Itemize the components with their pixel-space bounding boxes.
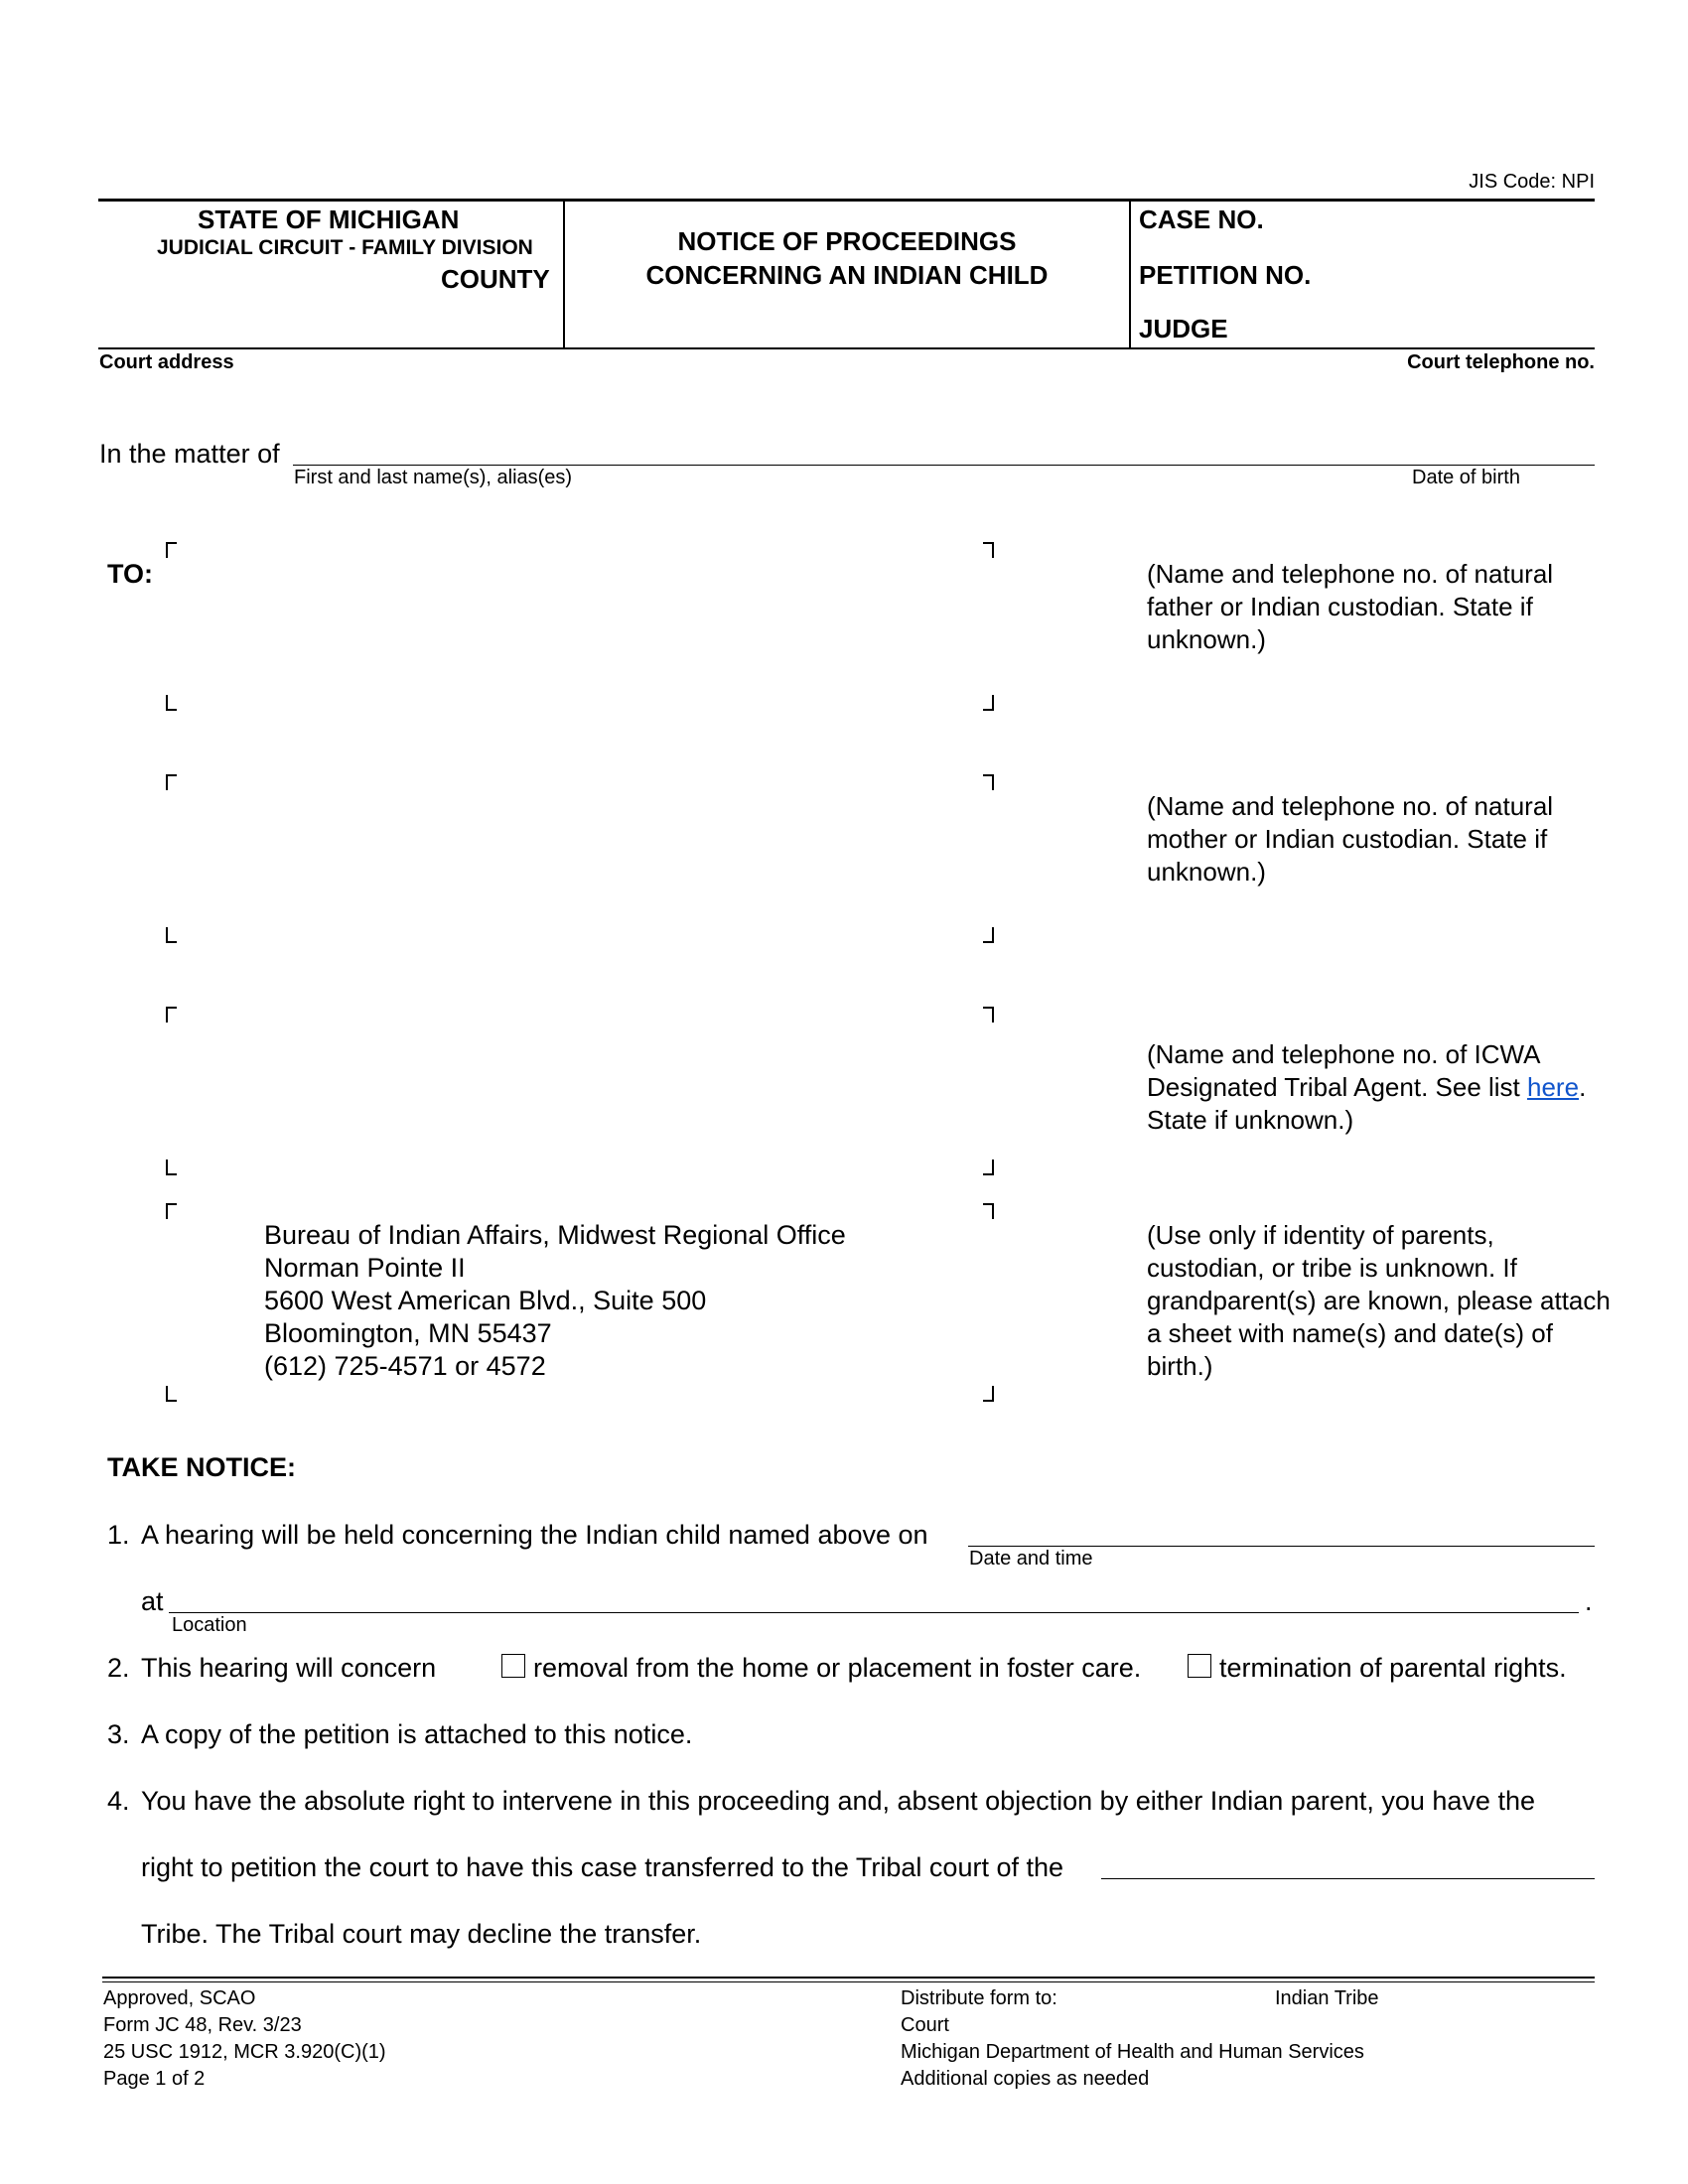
at-label: at: [141, 1586, 164, 1616]
bia-note: (Use only if identity of parents, custodian, or tribe is unknown. If grandparent(s) are known, please attach a sheet with name(s) and date(s) of birth.): [1147, 1220, 1611, 1381]
matter-name-caption: First and last name(s), alias(es): [294, 467, 573, 488]
form-title-line2: CONCERNING AN INDIAN CHILD: [645, 260, 1049, 290]
father-note: (Name and telephone no. of natural father or Indian custodian. State if unknown.): [1147, 559, 1554, 654]
bracket-corner: [166, 1007, 177, 1023]
to-label: TO:: [107, 559, 153, 589]
bracket-corner: [166, 542, 177, 558]
header-bottom-rule: [98, 347, 1595, 349]
agent-note: [1147, 1038, 1614, 1137]
bia-address-line: Bureau of Indian Affairs, Midwest Regional Office: [264, 1220, 846, 1250]
footer-form-line: Page 1 of 2: [103, 2068, 206, 2090]
judge-label: JUDGE: [1139, 314, 1228, 343]
agent-note-text-end: . State if unknown.): [1147, 1072, 1587, 1135]
item1-number: 1.: [107, 1520, 130, 1550]
distribute-label: Distribute form to:: [901, 1987, 1057, 2009]
bracket-corner: [983, 542, 994, 558]
court-phone-label: Court telephone no.: [1407, 351, 1595, 373]
footer-rule-top: [102, 1977, 1595, 1979]
location-caption: Location: [172, 1614, 247, 1636]
header-top-rule: [98, 199, 1595, 202]
circuit-title: JUDICIAL CIRCUIT - FAMILY DIVISION: [157, 236, 533, 259]
bia-address-line: (612) 725-4571 or 4572: [264, 1351, 546, 1381]
hearing-date-line[interactable]: [968, 1546, 1595, 1547]
termination-checkbox[interactable]: [1188, 1654, 1211, 1678]
footer-form-line: Approved, SCAO: [103, 1987, 256, 2009]
item4-line2: right to petition the court to have this case transferred to the Tribal court of the: [141, 1852, 1064, 1882]
item4-line3: Tribe. The Tribal court may decline the transfer.: [141, 1919, 702, 1949]
footer-form-info: [103, 1985, 386, 2093]
bracket-corner: [983, 1203, 994, 1219]
state-title: STATE OF MICHIGAN: [198, 205, 460, 234]
footer-rule-bottom: [102, 1981, 1595, 1982]
petition-no-label: PETITION NO.: [1139, 260, 1312, 290]
distribute-item: Additional copies as needed: [901, 2068, 1150, 2090]
item2-number: 2.: [107, 1653, 130, 1683]
matter-label: In the matter of: [99, 439, 280, 469]
removal-checkbox[interactable]: [501, 1654, 525, 1678]
bia-address-line: Norman Pointe II: [264, 1253, 466, 1283]
termination-option-label: termination of parental rights.: [1219, 1653, 1567, 1683]
bracket-corner: [983, 774, 994, 790]
distribute-item: Michigan Department of Health and Human Services: [901, 2041, 1364, 2063]
bracket-corner: [983, 1160, 994, 1175]
item2-text: This hearing will concern: [141, 1653, 437, 1683]
bracket-corner: [166, 927, 177, 943]
matter-dob-caption: Date of birth: [1412, 467, 1520, 488]
distribute-item: Court: [901, 2014, 949, 2036]
removal-option-label: removal from the home or placement in foster care.: [533, 1653, 1142, 1683]
bracket-corner: [166, 774, 177, 790]
item4-line1: You have the absolute right to intervene in this proceeding and, absent objection by either Indian parent, you have the: [141, 1786, 1535, 1816]
item3-number: 3.: [107, 1719, 130, 1749]
bia-address-line: Bloomington, MN 55437: [264, 1318, 552, 1348]
form-title-line1: NOTICE OF PROCEEDINGS: [677, 226, 1017, 256]
take-notice-heading: TAKE NOTICE:: [107, 1452, 296, 1482]
item3-text: A copy of the petition is attached to this notice.: [141, 1719, 693, 1749]
bracket-corner: [166, 1386, 177, 1402]
bracket-corner: [983, 695, 994, 711]
agent-list-link[interactable]: here: [1527, 1072, 1580, 1102]
bracket-corner: [983, 927, 994, 943]
jis-code: JIS Code: NPI: [1469, 171, 1595, 193]
mother-note: (Name and telephone no. of natural mother or Indian custodian. State if unknown.): [1147, 791, 1554, 887]
bracket-corner: [166, 1203, 177, 1219]
tribe-name-line[interactable]: [1101, 1878, 1595, 1879]
matter-name-line[interactable]: [293, 465, 1595, 466]
bracket-corner: [166, 695, 177, 711]
bracket-corner: [166, 1160, 177, 1175]
item4-number: 4.: [107, 1786, 130, 1816]
agent-note-text: (Name and telephone no. of ICWA Designated Tribal Agent. See list: [1147, 1039, 1540, 1102]
footer-form-line: Form JC 48, Rev. 3/23: [103, 2014, 302, 2036]
county-label: COUNTY: [441, 264, 550, 294]
hearing-date-caption: Date and time: [969, 1548, 1093, 1570]
header-divider-right: [1129, 199, 1131, 347]
hearing-location-line[interactable]: [169, 1612, 1579, 1613]
bracket-corner: [983, 1007, 994, 1023]
case-no-label: CASE NO.: [1139, 205, 1264, 234]
item1-text: A hearing will be held concerning the Indian child named above on: [141, 1520, 928, 1550]
court-address-label: Court address: [99, 351, 234, 373]
bia-address-line: 5600 West American Blvd., Suite 500: [264, 1286, 707, 1315]
bia-address: [264, 1219, 846, 1383]
distribute-indian-tribe: Indian Tribe: [1275, 1987, 1379, 2009]
bracket-corner: [983, 1386, 994, 1402]
footer-form-line: 25 USC 1912, MCR 3.920(C)(1): [103, 2041, 386, 2063]
location-period: .: [1585, 1586, 1593, 1616]
